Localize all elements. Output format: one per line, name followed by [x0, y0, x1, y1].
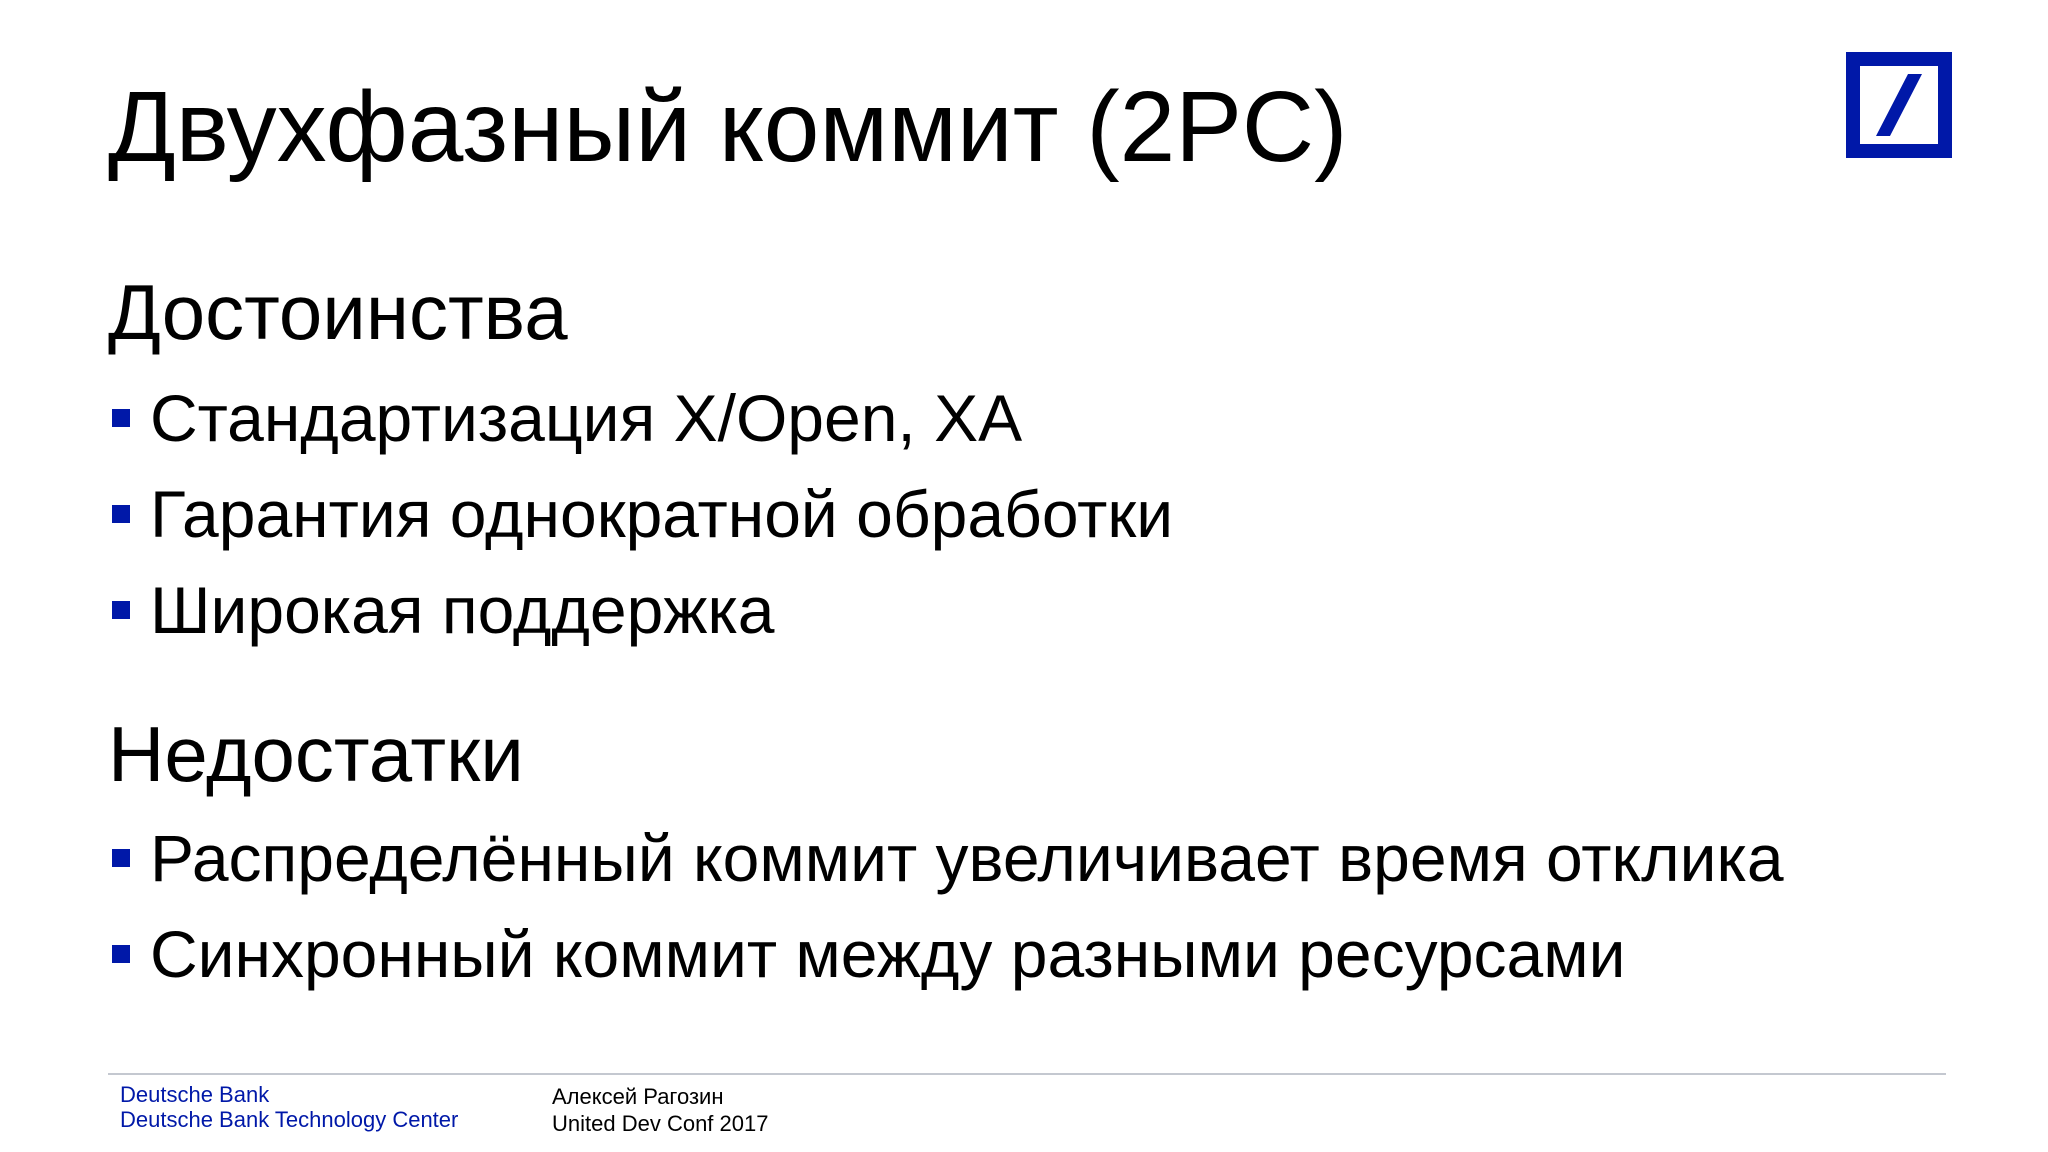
bullet-square-icon — [112, 505, 130, 523]
list-item — [112, 562, 1173, 658]
bullet-square-icon — [112, 601, 130, 619]
advantages-list — [112, 370, 1173, 658]
logo-slash-icon — [1860, 66, 1938, 144]
disadvantages-list — [112, 810, 1784, 1002]
footer-brand-name: Deutsche Bank — [120, 1082, 270, 1107]
disadvantages-heading: Недостатки — [108, 710, 524, 798]
bullet-square-icon — [112, 945, 130, 963]
list-item — [112, 370, 1173, 466]
list-item-text: Стандартизация X/Open, XA — [150, 381, 1023, 455]
list-item-text: Синхронный коммит между разными ресурсами — [150, 917, 1626, 991]
list-item — [112, 810, 1784, 906]
list-item-text: Гарантия однократной обработки — [150, 477, 1174, 551]
advantages-heading: Достоинства — [108, 268, 568, 356]
list-item — [112, 466, 1173, 562]
deutsche-bank-logo-icon — [1846, 52, 1952, 158]
footer-divider — [108, 1073, 1946, 1075]
slide-title: Двухфазный коммит (2PC) — [108, 71, 1348, 183]
footer-author: Алексей Рагозин — [552, 1084, 724, 1109]
list-item-text: Распределённый коммит увеличивает время отклика — [150, 821, 1784, 895]
bullet-square-icon — [112, 849, 130, 867]
list-item-text: Широкая поддержка — [150, 573, 775, 647]
footer-brand — [120, 1082, 458, 1132]
bullet-square-icon — [112, 409, 130, 427]
footer-event: United Dev Conf 2017 — [552, 1111, 769, 1136]
footer-brand-center: Deutsche Bank Technology Center — [120, 1107, 459, 1132]
footer-meta — [552, 1083, 768, 1137]
list-item — [112, 906, 1784, 1002]
